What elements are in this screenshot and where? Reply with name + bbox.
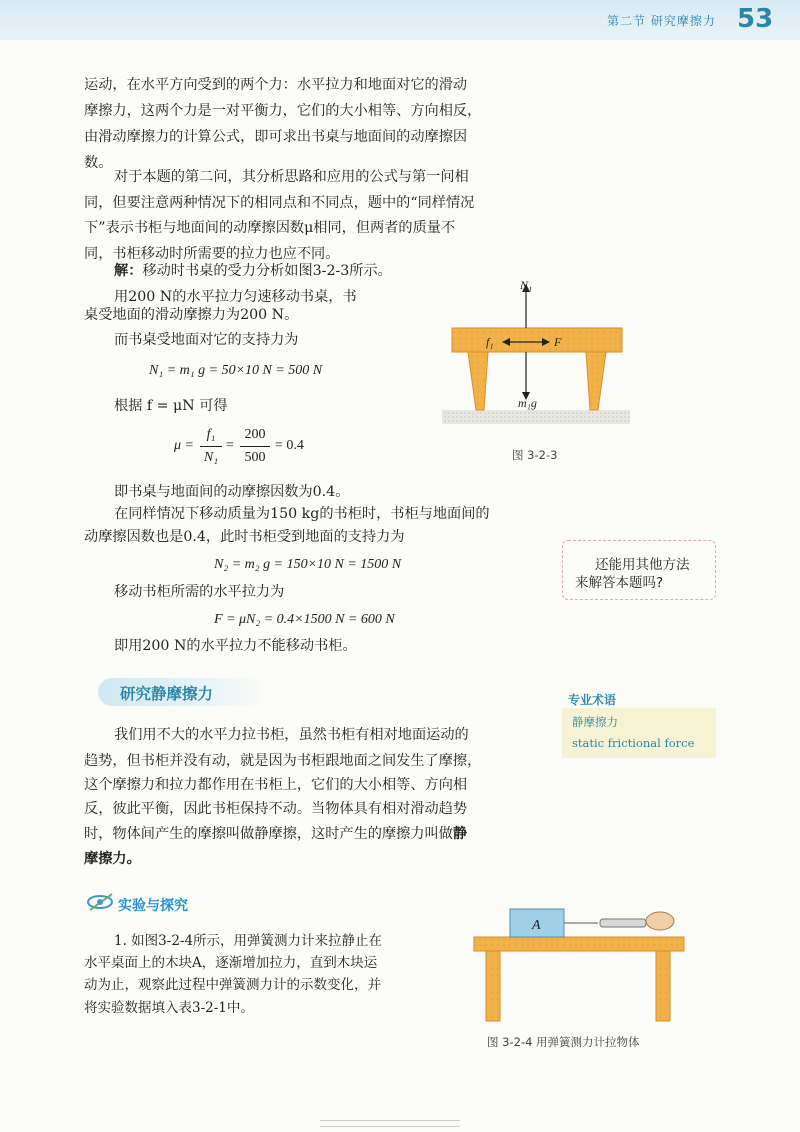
experiment-title: 实验与探究 xyxy=(118,898,188,914)
text-line: 摩擦力，这两个力是一对平衡力，它们的大小相等、方向相反， xyxy=(84,103,482,119)
solution-line: 在同样情况下移动质量为150 kg的书柜时，书柜与地面间的 xyxy=(114,506,490,522)
page-bottom-mark xyxy=(320,1120,460,1127)
solution-line: 根据 f = μN 可得 xyxy=(114,398,228,414)
label-m1g: m₁g xyxy=(518,396,537,410)
text-line: 同，书柜移动时所需要的拉力也应不同。 xyxy=(84,246,340,262)
experiment-line: 水平桌面上的木块A，逐渐增加拉力，直到木块运 xyxy=(84,955,378,971)
label-F: F xyxy=(554,335,562,349)
spring-scale xyxy=(600,919,646,927)
text-line: 我们用不大的水平力拉书柜，虽然书柜有相对地面运动的 xyxy=(114,727,469,743)
table-top xyxy=(474,937,684,951)
text-line: 对于本题的第二问，其分析思路和应用的公式与第一问相 xyxy=(114,169,469,185)
block-label: A xyxy=(532,918,541,933)
table-leg-left xyxy=(486,951,500,1021)
term-box xyxy=(562,708,716,758)
text-line: 同，但要注意两种情况下的相同点和不同点，题中的“同样情况 xyxy=(84,195,475,211)
table-leg-right xyxy=(656,951,670,1021)
equation-n1: N₁ = m₁ g = 50×10 N = 500 N xyxy=(149,363,323,378)
tip-line: 还能用其他方法 xyxy=(595,557,690,573)
page-number: 53 xyxy=(737,4,774,34)
equation-n2: N₂ = m₂ g = 150×10 N = 1500 N xyxy=(214,557,402,572)
hand xyxy=(646,912,674,930)
solution-line: 桌受地面的滑动摩擦力为200 N。 xyxy=(84,307,299,323)
tip-box xyxy=(562,540,716,600)
text-line: 反，彼此平衡，因此书柜保持不动。当物体具有相对滑动趋势 xyxy=(84,801,468,817)
solution-line: 而书桌受地面对它的支持力为 xyxy=(114,332,299,348)
experiment-icon xyxy=(86,890,118,914)
figure-caption: 图 3-2-3 xyxy=(512,448,558,462)
text-line: 这个摩擦力和拉力都作用在书柜上，它们的大小相等、方向相 xyxy=(84,777,468,793)
solution-label: 解： xyxy=(114,263,143,279)
section-title: 第二节 研究摩擦力 xyxy=(607,14,716,28)
term-cn: 静摩擦力 xyxy=(572,715,618,729)
equation-f: F = μN₂ = 0.4×1500 N = 600 N xyxy=(214,612,395,627)
solution-line: 动摩擦因数也是0.4，此时书柜受到地面的支持力为 xyxy=(84,529,405,545)
text-line: 时，物体间产生的摩擦叫做静摩擦，这时产生的摩擦力叫做静 xyxy=(84,826,468,842)
experiment-line: 动为止，观察此过程中弹簧测力计的示数变化，并 xyxy=(84,977,381,993)
solution-line: 移动书柜所需的水平拉力为 xyxy=(114,584,285,600)
section-heading: 研究静摩擦力 xyxy=(98,678,263,706)
solution-line: 用200 N的水平拉力匀速移动书桌，书 xyxy=(114,289,357,305)
label-f1: f₁ xyxy=(486,335,494,349)
label-n1: N₁ xyxy=(520,278,533,292)
figure-caption: 图 3-2-4 用弹簧测力计拉物体 xyxy=(487,1035,640,1049)
text-line: 下”表示书柜与地面间的动摩擦因数μ相同，但两者的质量不 xyxy=(84,220,456,236)
text-line: 由滑动摩擦力的计算公式，即可求出书桌与地面间的动摩擦因 xyxy=(84,129,468,145)
experiment-line: 将实验数据填入表3-2-1中。 xyxy=(84,1000,254,1016)
term-en: static frictional force xyxy=(572,736,695,750)
text-line: 运动，在水平方向受到的两个力：水平拉力和地面对它的滑动 xyxy=(84,77,468,93)
desk-leg-left xyxy=(468,352,488,410)
tip-line: 来解答本题吗? xyxy=(575,575,664,591)
solution-line: 即书桌与地面间的动摩擦因数为0.4。 xyxy=(114,484,350,500)
experiment-line: 1. 如图3-2-4所示，用弹簧测力计来拉静止在 xyxy=(114,933,383,949)
desk-leg-right xyxy=(586,352,606,410)
floor xyxy=(442,410,630,424)
desk-top xyxy=(452,328,622,352)
term-title: 专业术语 xyxy=(568,693,617,707)
figure-spring-scale-setup xyxy=(466,895,691,1025)
text-line: 摩擦力。 xyxy=(84,851,141,867)
text-line: 趋势，但书柜并没有动，就是因为书柜跟地面之间发生了摩擦， xyxy=(84,753,482,769)
solution-line: 即用200 N的水平拉力不能移动书柜。 xyxy=(114,638,357,654)
solution-line: 解：移动时书桌的受力分析如图3-2-3所示。 xyxy=(114,263,392,279)
figure-desk-force-diagram xyxy=(440,276,640,426)
text-line: 数。 xyxy=(84,155,113,171)
